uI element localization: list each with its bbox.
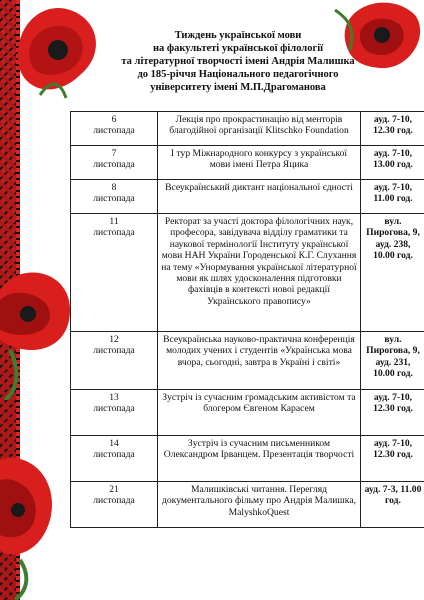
place-cell: ауд. 7-3, 11.00 год. bbox=[361, 482, 424, 528]
table-row bbox=[71, 436, 424, 482]
date-day: 8 bbox=[111, 182, 117, 193]
date-cell bbox=[71, 214, 158, 332]
page-header bbox=[90, 29, 386, 94]
place-cell: вул. Пирогова, 9, ауд. 238, 10.00 год. bbox=[361, 214, 424, 332]
table-row bbox=[71, 482, 424, 528]
place-cell: ауд. 7-10, 12.30 год. bbox=[361, 436, 424, 482]
date-month: листопада bbox=[93, 345, 135, 357]
date-month: листопада bbox=[93, 193, 135, 205]
table-row bbox=[71, 146, 424, 180]
table-row bbox=[71, 332, 424, 390]
date-cell bbox=[71, 482, 158, 528]
date-month: листопада bbox=[93, 159, 135, 171]
date-day: 13 bbox=[109, 392, 119, 403]
table-row bbox=[71, 390, 424, 436]
date-month: листопада bbox=[93, 125, 135, 137]
place-cell: вул. Пирогова, 9, ауд. 231, 10.00 год. bbox=[361, 332, 424, 390]
date-day: 12 bbox=[109, 334, 119, 345]
date-day: 14 bbox=[109, 438, 119, 449]
date-cell bbox=[71, 332, 158, 390]
place-cell: ауд. 7-10, 12.30 год. bbox=[361, 112, 424, 146]
schedule-table bbox=[70, 111, 424, 528]
date-month: листопада bbox=[93, 227, 135, 239]
date-cell bbox=[71, 112, 158, 146]
table-row bbox=[71, 180, 424, 214]
place-cell: ауд. 7-10, 13.00 год. bbox=[361, 146, 424, 180]
header-line-1: Тиждень української мови bbox=[174, 30, 302, 41]
date-cell bbox=[71, 180, 158, 214]
event-cell: Зустріч із сучасним письменником Олександром Ірванцем. Презентація творчості bbox=[158, 436, 361, 482]
place-cell: ауд. 7-10, 12.30 год. bbox=[361, 390, 424, 436]
header-line-3: та літературної творчості імені Андрія Малишка bbox=[121, 56, 355, 67]
table-row bbox=[71, 112, 424, 146]
event-cell: Всеукраїнський диктант національної єдності bbox=[158, 180, 361, 214]
event-cell: Всеукраїнська науково-практична конференція молодих учених і студентів «Українська мова вчора, сьогодні, завтра в Україні і світі» bbox=[158, 332, 361, 390]
poppy-flower-bottom-left-icon bbox=[0, 440, 70, 600]
header-line-2: на факультеті української філології bbox=[152, 43, 324, 54]
header-line-5: університету імені М.П.Драгоманова bbox=[150, 82, 326, 93]
date-month: листопада bbox=[93, 495, 135, 507]
date-month: листопада bbox=[93, 449, 135, 461]
event-cell: Ректорат за участі доктора філологічних наук, професора, завідувача відділу граматики та наукової термінології Інституту української мови НАН України Городенської К.Г. Слухання на тему «Унормування української літературної мови як шлях удосконалення підготовки фахівців в контексті нової редакції Українського правопису» bbox=[158, 214, 361, 332]
event-cell: І тур Міжнародного конкурсу з української мови імені Петра Яцика bbox=[158, 146, 361, 180]
date-cell bbox=[71, 390, 158, 436]
date-day: 6 bbox=[111, 114, 117, 125]
poppy-flower-middle-left-icon bbox=[0, 240, 80, 400]
date-day: 21 bbox=[109, 484, 119, 495]
event-cell: Зустріч із сучасним громадським активістом та блогером Євгеном Карасем bbox=[158, 390, 361, 436]
header-line-4: до 185-річчя Національного педагогічного bbox=[137, 69, 339, 80]
table-row bbox=[71, 214, 424, 332]
date-day: 11 bbox=[109, 216, 119, 227]
date-cell bbox=[71, 146, 158, 180]
event-cell: Малишківські читання. Перегляд документального фільму про Андрія Малишка, MalyshkoQuest bbox=[158, 482, 361, 528]
place-cell: ауд. 7-10, 11.00 год. bbox=[361, 180, 424, 214]
date-day: 7 bbox=[111, 148, 117, 159]
event-cell: Лекція про прокрастинацію від менторів благодійної організації Klitschko Foundation bbox=[158, 112, 361, 146]
date-cell bbox=[71, 436, 158, 482]
date-month: листопада bbox=[93, 403, 135, 415]
